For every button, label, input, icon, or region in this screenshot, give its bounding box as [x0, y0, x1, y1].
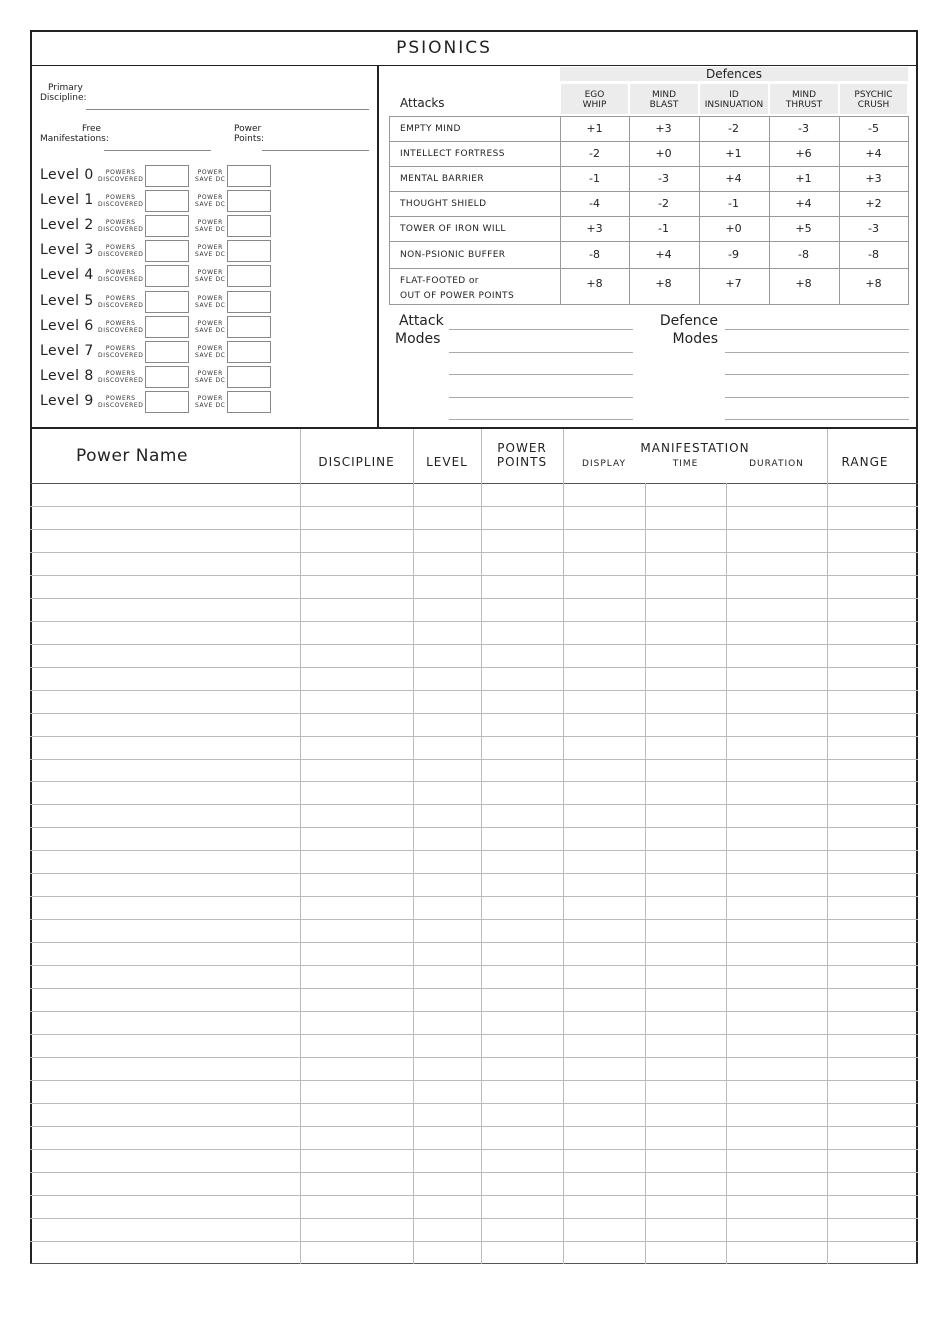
defence-modes-label: Defence Modes [659, 313, 718, 347]
power-save-dc-label [195, 320, 225, 334]
level-row [40, 341, 280, 365]
defence-modifier: +4 [865, 146, 882, 160]
defence-col-line1: PSYCHIC [854, 90, 893, 100]
power-row[interactable] [30, 873, 918, 874]
powers-discovered-line2: DISCOVERED [98, 302, 144, 309]
level-name: Level 6 [40, 318, 94, 334]
level-row [40, 265, 280, 289]
level-name: Level 8 [40, 368, 94, 384]
manifestation-sub-col-line [726, 483, 727, 1264]
defence-modifier: +1 [795, 171, 812, 185]
power-row[interactable] [30, 942, 918, 943]
title-divider [30, 65, 918, 66]
power-save-dc-line2: SAVE DC [195, 302, 226, 309]
powers-discovered-line1: POWERS [105, 269, 136, 276]
power-col-line [563, 429, 564, 1264]
powers-discovered-line1: POWERS [105, 219, 136, 226]
powers-discovered-box[interactable] [145, 291, 189, 313]
power-points-label: Power Points: [234, 124, 265, 144]
defence-modifier: -5 [868, 121, 879, 135]
defence-modifier: +3 [655, 121, 672, 135]
defence-modifier: +8 [865, 276, 882, 290]
power-save-dc-line1: POWER [197, 219, 223, 226]
power-row[interactable] [30, 506, 918, 507]
powers-discovered-box[interactable] [145, 190, 189, 212]
power-row[interactable] [30, 1172, 918, 1173]
power-row[interactable] [30, 690, 918, 691]
powers-discovered-box[interactable] [145, 391, 189, 413]
defence-modifier: +0 [655, 146, 672, 160]
powers-discovered-label [98, 370, 143, 384]
power-save-dc-box[interactable] [227, 316, 271, 338]
power-row[interactable] [30, 1241, 918, 1242]
power-row[interactable] [30, 1195, 918, 1196]
defence-modifier: +8 [586, 276, 603, 290]
power-save-dc-label [195, 370, 225, 384]
defence-modifier: +3 [865, 171, 882, 185]
powers-discovered-line2: DISCOVERED [98, 251, 144, 258]
power-row[interactable] [30, 759, 918, 760]
defence-modifier: +3 [586, 221, 603, 235]
power-row[interactable] [30, 598, 918, 599]
powers-discovered-box[interactable] [145, 165, 189, 187]
attack-name [400, 173, 484, 185]
time-header: TIME [672, 459, 699, 469]
level-row [40, 291, 280, 315]
level-row [40, 240, 280, 264]
power-col-line [481, 429, 482, 1264]
power-row[interactable] [30, 1149, 918, 1150]
level-row [40, 165, 280, 189]
defence-modifier: +6 [795, 146, 812, 160]
defence-col-line2: INSINUATION [704, 100, 764, 110]
powers-discovered-box[interactable] [145, 240, 189, 262]
defence-col-line2: WHIP [582, 100, 607, 110]
power-save-dc-label [195, 194, 225, 208]
attack-name-line: OUT OF POWER POINTS [400, 290, 515, 301]
power-row[interactable] [30, 575, 918, 576]
power-save-dc-line2: SAVE DC [195, 402, 226, 409]
powers-discovered-line2: DISCOVERED [98, 402, 144, 409]
defence-modifier: -3 [798, 121, 809, 135]
defence-modifier: +0 [725, 221, 742, 235]
power-points-field[interactable] [262, 150, 369, 151]
power-save-dc-line2: SAVE DC [195, 201, 226, 208]
level-row [40, 366, 280, 390]
power-col-line [827, 429, 828, 1264]
powers-discovered-line2: DISCOVERED [98, 276, 144, 283]
power-row[interactable] [30, 965, 918, 966]
power-save-dc-line2: SAVE DC [195, 251, 226, 258]
defence-modifier: -4 [589, 196, 600, 210]
powers-discovered-label [98, 295, 143, 309]
level-name: Level 2 [40, 217, 94, 233]
power-row[interactable] [30, 850, 918, 851]
attacks-header: Attacks [400, 96, 445, 110]
power-save-dc-box[interactable] [227, 366, 271, 388]
attack-name-line: TOWER OF IRON WILL [400, 223, 506, 234]
level-name: Level 3 [40, 242, 94, 258]
level-name: Level 4 [40, 267, 94, 283]
power-save-dc-line2: SAVE DC [195, 176, 226, 183]
powers-discovered-line2: DISCOVERED [98, 226, 144, 233]
primary-discipline-label: Primary Discipline: [40, 83, 87, 103]
power-row[interactable] [30, 529, 918, 530]
combat-row-line [389, 216, 909, 217]
attack-name-line: MENTAL BARRIER [400, 173, 485, 184]
defence-modifier: +4 [795, 196, 812, 210]
powers-discovered-box[interactable] [145, 366, 189, 388]
page-title: PSIONICS [396, 38, 492, 58]
powers-discovered-line1: POWERS [105, 169, 136, 176]
defence-modifier: -9 [728, 247, 739, 261]
power-row[interactable] [30, 644, 918, 645]
level-name: Level 7 [40, 343, 94, 359]
power-save-dc-box[interactable] [227, 391, 271, 413]
power-save-dc-box[interactable] [227, 240, 271, 262]
power-save-dc-line2: SAVE DC [195, 327, 226, 334]
attack-mode-field[interactable] [449, 329, 633, 330]
level-name: Level 9 [40, 393, 94, 409]
level-row [40, 215, 280, 239]
power-row[interactable] [30, 667, 918, 668]
free-manifestations-label: Free Manifestations: [40, 124, 109, 144]
defence-modifier: +5 [795, 221, 812, 235]
attack-name [400, 223, 506, 235]
range-header: RANGE [841, 455, 889, 469]
attack-name-line: INTELLECT FORTRESS [400, 148, 505, 159]
power-save-dc-line2: SAVE DC [195, 377, 226, 384]
power-save-dc-box[interactable] [227, 291, 271, 313]
powers-discovered-line2: DISCOVERED [98, 176, 144, 183]
defence-col-line1: EGO [584, 90, 605, 100]
power-list-header-line [30, 483, 918, 484]
power-save-dc-line1: POWER [197, 395, 223, 402]
power-row[interactable] [30, 988, 918, 989]
defence-col-header [770, 84, 838, 114]
combat-row-line [389, 141, 909, 142]
powers-discovered-label [98, 345, 143, 359]
defence-modifier: -3 [868, 221, 879, 235]
defence-modifier: -1 [728, 196, 739, 210]
defence-modifier: -8 [868, 247, 879, 261]
defence-col-line1: MIND [791, 90, 817, 100]
defence-modifier: +8 [795, 276, 812, 290]
defence-col-line1: ID [729, 90, 739, 100]
level-name: Level 0 [40, 167, 94, 183]
power-row[interactable] [30, 1057, 918, 1058]
defence-col-header [840, 84, 907, 114]
power-save-dc-line2: SAVE DC [195, 226, 226, 233]
defence-mode-field[interactable] [725, 397, 909, 398]
powers-discovered-label [98, 395, 143, 409]
combat-row-line [389, 191, 909, 192]
attack-name-line: EMPTY MIND [400, 123, 461, 134]
power-save-dc-line1: POWER [197, 194, 223, 201]
power-row[interactable] [30, 827, 918, 828]
power-row[interactable] [30, 804, 918, 805]
defence-modifier: +2 [865, 196, 882, 210]
manifestation-sub-col-line [645, 483, 646, 1264]
combat-row-line [389, 268, 909, 269]
power-save-dc-box[interactable] [227, 265, 271, 287]
defence-modifier: -8 [798, 247, 809, 261]
power-save-dc-line2: SAVE DC [195, 276, 226, 283]
defence-col-header [630, 84, 698, 114]
power-row[interactable] [30, 896, 918, 897]
attack-name-line: NON-PSIONIC BUFFER [400, 249, 506, 260]
power-row[interactable] [30, 1126, 918, 1127]
power-row[interactable] [30, 1218, 918, 1219]
power-row[interactable] [30, 1034, 918, 1035]
power-save-dc-label [195, 395, 225, 409]
attack-name-line: FLAT-FOOTED or [400, 275, 479, 286]
powers-discovered-line1: POWERS [105, 244, 136, 251]
powers-discovered-line2: DISCOVERED [98, 327, 144, 334]
powers-discovered-line1: POWERS [105, 395, 136, 402]
attack-modes-label: Attack Modes [395, 313, 444, 347]
defence-modifier: -8 [589, 247, 600, 261]
powers-discovered-line1: POWERS [105, 320, 136, 327]
powers-discovered-line2: DISCOVERED [98, 377, 144, 384]
combat-row-line [389, 241, 909, 242]
powers-discovered-box[interactable] [145, 316, 189, 338]
attack-mode-field[interactable] [449, 419, 633, 420]
power-row[interactable] [30, 1011, 918, 1012]
power-row[interactable] [30, 552, 918, 553]
manifestation-header: MANIFESTATION [640, 441, 750, 455]
defence-modifier: +4 [655, 247, 672, 261]
combat-row-line [389, 166, 909, 167]
powers-discovered-label [98, 219, 143, 233]
defence-modifier: -2 [589, 146, 600, 160]
defence-modifier: -1 [589, 171, 600, 185]
level-name: Level 1 [40, 192, 94, 208]
powers-discovered-line1: POWERS [105, 370, 136, 377]
level-row [40, 391, 280, 415]
power-points-header: POWER POINTS [496, 441, 548, 469]
panel-divider [377, 65, 379, 428]
power-row[interactable] [30, 736, 918, 737]
power-save-dc-label [195, 269, 225, 283]
power-save-dc-label [195, 345, 225, 359]
powers-discovered-line1: POWERS [105, 194, 136, 201]
defence-modifier: -2 [728, 121, 739, 135]
defence-modifier: -3 [658, 171, 669, 185]
power-save-dc-label [195, 219, 225, 233]
power-save-dc-line1: POWER [197, 169, 223, 176]
powers-discovered-line2: DISCOVERED [98, 201, 144, 208]
level-name: Level 5 [40, 293, 94, 309]
attack-name [400, 123, 461, 135]
power-row[interactable] [30, 781, 918, 782]
power-list-bottom-line [30, 1263, 918, 1264]
level-row [40, 190, 280, 214]
attack-mode-field[interactable] [449, 352, 633, 353]
attack-name [400, 198, 486, 210]
power-save-dc-line1: POWER [197, 320, 223, 327]
attack-name [400, 274, 514, 304]
powers-discovered-label [98, 320, 143, 334]
power-save-dc-line1: POWER [197, 295, 223, 302]
defence-col-line2: THRUST [785, 100, 823, 110]
free-manifestations-field[interactable] [104, 150, 211, 151]
power-save-dc-line1: POWER [197, 269, 223, 276]
discipline-header: DISCIPLINE [318, 455, 395, 469]
power-save-dc-label [195, 244, 225, 258]
powers-discovered-box[interactable] [145, 265, 189, 287]
power-save-dc-line2: SAVE DC [195, 352, 226, 359]
defence-modifier: -2 [658, 196, 669, 210]
section-divider [30, 427, 918, 429]
power-save-dc-box[interactable] [227, 341, 271, 363]
defence-modifier: +8 [655, 276, 672, 290]
attack-mode-field[interactable] [449, 397, 633, 398]
powers-discovered-line1: POWERS [105, 345, 136, 352]
attack-name [400, 148, 505, 160]
defence-modifier: -1 [658, 221, 669, 235]
defence-col-line1: MIND [651, 90, 677, 100]
powers-discovered-box[interactable] [145, 341, 189, 363]
power-row[interactable] [30, 1080, 918, 1081]
power-col-line [413, 429, 414, 1264]
power-row[interactable] [30, 713, 918, 714]
defences-header: Defences [560, 67, 908, 81]
defence-mode-field[interactable] [725, 352, 909, 353]
level-header: LEVEL [426, 455, 468, 469]
power-save-dc-box[interactable] [227, 165, 271, 187]
duration-header: DURATION [749, 459, 804, 469]
defence-modifier: +1 [725, 146, 742, 160]
power-row[interactable] [30, 621, 918, 622]
powers-discovered-line1: POWERS [105, 295, 136, 302]
power-save-dc-label [195, 295, 225, 309]
power-save-dc-box[interactable] [227, 215, 271, 237]
defence-modifier: +7 [725, 276, 742, 290]
defence-col-line2: BLAST [649, 100, 679, 110]
defence-mode-field[interactable] [725, 419, 909, 420]
defence-col-line2: CRUSH [857, 100, 890, 110]
powers-discovered-label [98, 169, 143, 183]
defence-col-header [700, 84, 768, 114]
power-name-header: Power Name [76, 446, 188, 466]
powers-discovered-label [98, 194, 143, 208]
power-save-dc-box[interactable] [227, 190, 271, 212]
attack-name [400, 249, 505, 261]
power-save-dc-label [195, 169, 225, 183]
power-save-dc-line1: POWER [197, 244, 223, 251]
power-row[interactable] [30, 1103, 918, 1104]
primary-discipline-field[interactable] [86, 109, 369, 110]
power-save-dc-line1: POWER [197, 370, 223, 377]
defence-mode-field[interactable] [725, 374, 909, 375]
powers-discovered-label [98, 269, 143, 283]
attack-mode-field[interactable] [449, 374, 633, 375]
defence-col-header [561, 84, 628, 114]
defence-modifier: +4 [725, 171, 742, 185]
power-save-dc-line1: POWER [197, 345, 223, 352]
level-row [40, 316, 280, 340]
attack-name-line: THOUGHT SHIELD [400, 198, 487, 209]
display-header: DISPLAY [582, 459, 626, 469]
defence-mode-field[interactable] [725, 329, 909, 330]
powers-discovered-label [98, 244, 143, 258]
powers-discovered-line2: DISCOVERED [98, 352, 144, 359]
powers-discovered-box[interactable] [145, 215, 189, 237]
power-row[interactable] [30, 919, 918, 920]
power-col-line [300, 429, 301, 1264]
defence-modifier: +1 [586, 121, 603, 135]
